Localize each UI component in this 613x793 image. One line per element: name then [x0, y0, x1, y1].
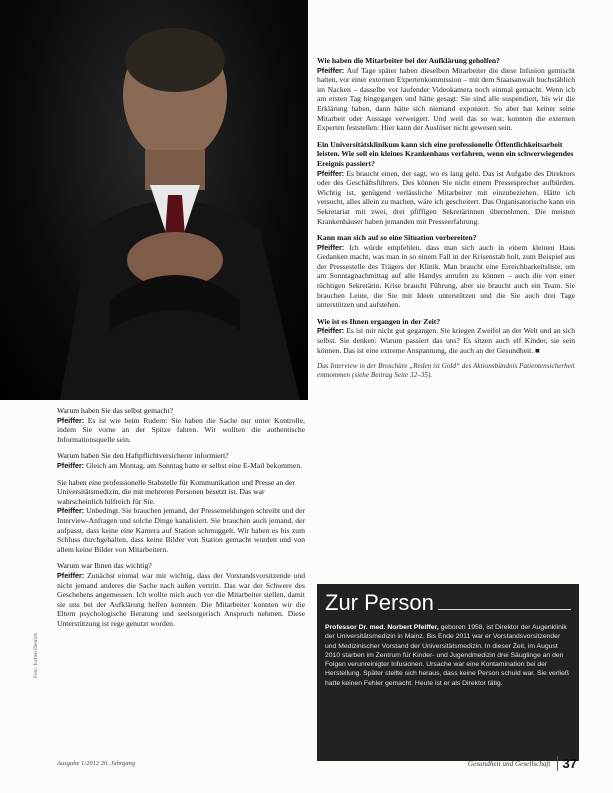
- question: Wie ist es Ihnen ergangen in der Zeit?: [317, 316, 441, 326]
- zur-person-heading: [325, 590, 571, 616]
- question: Sie haben eine professionelle Stabstelle für Kommunikation und Presse an der Universitätsmedizin, die mit mehreren Personen besetzt ist. Das war wahrscheinlich hilfreich für Sie.: [57, 477, 295, 506]
- question: Kann man sich auf so eine Situation vorbereiten?: [317, 233, 477, 243]
- answer: [317, 169, 575, 227]
- qa-block: [317, 140, 575, 226]
- heading-rule: [438, 609, 571, 610]
- answer: [57, 461, 305, 471]
- question: Wie haben die Mitarbeiter bei der Aufklärung geholfen?: [317, 56, 500, 65]
- answer-text: Gleich am Montag, am Sonntag hatte er selbst eine E-Mail bekommen.: [86, 460, 303, 470]
- zur-person-box: [317, 584, 579, 761]
- question: Warum haben Sie das selbst gemacht?: [57, 406, 174, 415]
- answer-text: Unbedingt. Sie brauchen jemand, der Pressemeldungen schreibt und der Interview-Anfragen und solche Dinge kanalisiert. Sie brauchen auch jemand, der aufpasst, dass keine eine Kamera auf Station schmuggelt. Wir haben es bis zum Schluss durchgehalten, dass keine Bilder von Station gemacht wurden und von allem keine Bilder von Mitarbeitern.: [57, 506, 305, 554]
- answer-text: Auf Tage später haben dieselben Mitarbeiter die diese Infusion gemischt hatten, vor einer externen Expertenkommission – mit dem Staatsanwalt buchstäblich im Nacken – dasselbe vor laufender Videokamera noch einmal gemacht. Wenn ich am ersten Tag hingegangen und hätte gesagt: Sie sind alle suspendiert, bis wir die Erklärung haben, dann hätte sich niemand exponiert. So aber hat keiner seine Mitarbeit oder Aussage verweigert. Und weil das so war, konnten die externen Experten feststellen: Hier kann der Auslöser nicht gewesen sein.: [317, 65, 575, 133]
- section-name: Gesundheit und Gesellschaft: [467, 759, 551, 768]
- answer: [57, 571, 305, 629]
- answer-text: Es ist mir nicht gut gegangen. Sie kriegen Zweifel an der Welt und an sich selbst. Sie denken: Warum passiert das uns? Es sitzen auch elf Kinder, sie sein können. Das ist eine extreme Anspannung, die auch an der Gesundheit.: [317, 326, 575, 355]
- qa-block: [57, 561, 305, 628]
- qa-block: [57, 478, 305, 555]
- qa-block: [57, 406, 305, 444]
- answer: [57, 416, 305, 445]
- person-name: Professor Dr. med. Norbert Pfeiffer,: [325, 624, 439, 631]
- left-column: [57, 406, 305, 635]
- qa-block: [317, 56, 575, 133]
- speaker-label: Pfeiffer:: [57, 506, 85, 516]
- answer: [317, 243, 575, 310]
- page-number: 37: [557, 756, 577, 771]
- person-bio: geboren 1958, ist Direktor der Augenklinik der Universitätsmedizin in Mainz. Bis Ende 2011 war er Vorstandsvorsitzender und Medizinischer Vorstand der Universitätsmedizin. In dieser Zeit, im August 2010 starben im Zentrum für Kinder- und Jugendmedizin drei Säuglinge an den Folgen verunreinigter Infusionen. Ursache war eine Kontamination bei der Herstellung. Später stellte sich heraus, dass keine Person schuld war. Sie verließ hatte keinen Fehler gemacht. Heute ist er als Direktor tätig.: [325, 624, 570, 687]
- portrait-photo: [0, 0, 308, 400]
- answer-text: Es braucht einen, der sagt, wo es lang geht. Das ist Aufgabe des Direktors oder des Geschäftsführers. Des können Sie nicht einem Pressesprecher aufbürden. Wichtig ist, genügend verlässliche Mitarbeiter mit einzubeziehen. Hätte ich versucht, alles allein zu machen, wäre ich gescheitert. Das Organisatorische kann ein Sekretariat mit zwei, drei pfiffigen Sekretärinnen übernehmen. Die meisten Krankenhäuser haben jemanden mit Presseerfahrung.: [317, 168, 575, 226]
- answer-text: Zunächst einmal war mir wichtig, dass der Vorstandsvorsitzende und nicht jemand anderes die Sache nach außen vertritt. Das war der Schwere des Geschehens angemessen. Ich wollte mich auch vor die Mitarbeiter stellen, damit sie uns bei der Aufklärung helfen konnten. Die Mitarbeiter konnten wir die Eltern psychologische Beratung und seelsorgerisch Anspruch nehmen. Diese Unterstützung ist rege genutzt worden.: [57, 570, 306, 628]
- issue-info: Ausgabe 1/2012 20. Jahrgang: [57, 760, 136, 767]
- qa-block: [57, 451, 305, 470]
- end-mark-icon: ■: [535, 345, 540, 355]
- question: Warum haben Sie den Haftpflichtversicherer informiert?: [57, 451, 229, 461]
- speaker-label: Pfeiffer:: [317, 326, 345, 336]
- speaker-label: Pfeiffer:: [57, 460, 85, 470]
- zur-person-title: Zur Person: [325, 590, 434, 615]
- answer-text: Es ist wie beim Rudern: Sie haben die Sache nur unter Kontrolle, indem Sie vorne an der Spitze fahren. Wir wollten die authentische Informationsquelle sein.: [57, 415, 305, 444]
- question: Warum war Ihnen das wichtig?: [57, 561, 152, 571]
- speaker-label: Pfeiffer:: [317, 65, 345, 75]
- qa-block: [317, 317, 575, 355]
- portrait-illustration: [0, 0, 308, 400]
- source-caption: Das Interview in der Broschüre „Reden ist Gold“ des Aktionsbündnis Patientensicherheit entnommen (siehe Beitrag Seite 32–35).: [317, 362, 575, 380]
- right-column: [317, 56, 575, 380]
- answer: [57, 506, 305, 554]
- question: Ein Universitätsklinikum kann sich eine professionelle Öffentlichkeitsarbeit leisten. Wie soll ein kleines Krankenhaus verfahren, wenn ein schwerwiegendes Ereignis passiert?: [317, 139, 574, 168]
- speaker-label: Pfeiffer:: [57, 415, 85, 425]
- speaker-label: Pfeiffer:: [317, 168, 345, 178]
- answer: [317, 326, 575, 355]
- zur-person-text: [325, 623, 571, 688]
- answer-text: Ich würde empfehlen, dass man sich auch in einem kleinen Haus Gedanken macht, was man in so einem Fall in der Krisenstab holt, zum Beispiel aus der Pressestelle des Trägers der Klinik. Man braucht eine Erreichbarkeitsliste, um am Sonntagnachmittag auf alle Handys anrufen zu können – auch die von einer tüchtigen Sekretärin. Krise braucht Führung, aber sie braucht auch ein Team. Sie brauchen Leute, die Sie mit Ideen unterstützen und die Sie auch drei Tage unterstützen und aufstehen.: [317, 242, 575, 310]
- speaker-label: Pfeiffer:: [317, 242, 345, 252]
- qa-block: [317, 233, 575, 310]
- photo-credit: Foto: Jochen Dietrich: [33, 633, 39, 678]
- speaker-label: Pfeiffer:: [57, 570, 85, 580]
- answer: [317, 66, 575, 133]
- page-footer: [468, 756, 577, 771]
